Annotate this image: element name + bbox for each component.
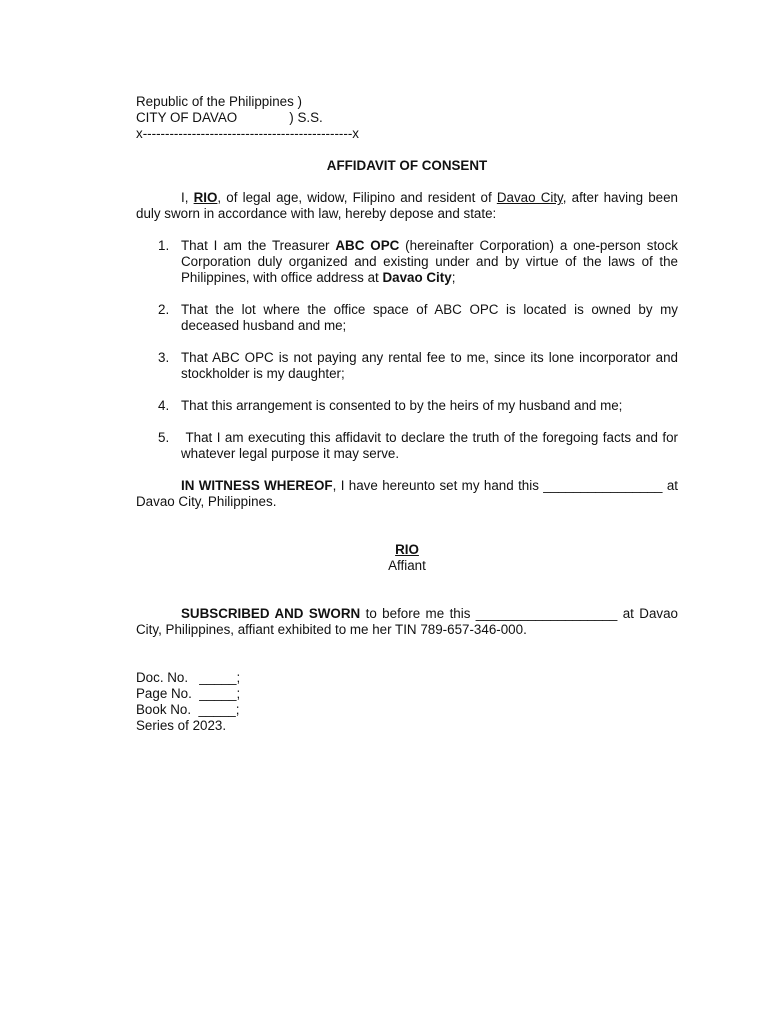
series-year: Series of 2023. — [136, 718, 227, 733]
venue-caption — [136, 94, 678, 142]
statement-text: That I am executing this affidavit to declare the truth of the foregoing facts and for whatever legal purpose it may serve. — [181, 430, 682, 461]
book-number: Book No. _____; — [136, 702, 240, 717]
statement-item — [136, 430, 682, 462]
intro-text-1: I, — [181, 190, 194, 205]
statement-item — [136, 398, 678, 414]
signature-role: Affiant — [388, 558, 426, 573]
jurat-text: to before me this ___________________ at Davao City, Philippines, affiant exhibited to me her TIN 789-657-346-000. — [136, 606, 678, 637]
witness-paragraph — [136, 478, 678, 510]
statement-item — [136, 238, 678, 286]
statement-number: 5. — [158, 430, 170, 445]
caption-city: CITY OF DAVAO ) S.S. — [136, 110, 323, 125]
statement-number: 1. — [158, 238, 170, 253]
caption-divider: x-----------------------------------------------x — [136, 126, 359, 141]
statement-number: 3. — [158, 350, 170, 365]
caption-republic: Republic of the Philippines ) — [136, 94, 302, 109]
statement-text: That this arrangement is consented to by the heirs of my husband and me; — [181, 398, 623, 413]
witness-heading: IN WITNESS WHEREOF — [181, 478, 333, 493]
intro-paragraph — [136, 190, 678, 222]
jurat-paragraph — [136, 606, 678, 638]
intro-text-2: , of legal age, widow, Filipino and resident of — [217, 190, 497, 205]
page-number: Page No. _____; — [136, 686, 241, 701]
witness-text: , I have hereunto set my hand this ________________ at Davao City, Philippines. — [136, 478, 678, 509]
document-title: AFFIDAVIT OF CONSENT — [326, 158, 488, 173]
statement-text: (hereinafter Corporation) a one-person stock Corporation duly organized and existing under and by virtue of the laws of the Philippines, with office address at — [181, 238, 678, 285]
statement-text: That the lot where the office space of ABC OPC is located is owned by my deceased husband and me; — [181, 302, 678, 333]
signature-name: RIO — [395, 542, 419, 557]
notarial-register — [136, 670, 678, 734]
statement-item — [136, 350, 678, 382]
signature-block — [136, 542, 678, 574]
residence-city: Davao City — [496, 190, 563, 205]
office-city: Davao City — [382, 270, 452, 285]
statement-number: 4. — [158, 398, 170, 413]
corporation-name: ABC OPC — [335, 238, 400, 253]
statements-list — [136, 238, 682, 462]
statement-number: 2. — [158, 302, 170, 317]
doc-number: Doc. No. _____; — [136, 670, 241, 685]
statement-text: That ABC OPC is not paying any rental fee to me, since its lone incorporator and stockholder is my daughter; — [181, 350, 678, 381]
statement-item — [136, 302, 678, 334]
intro-text-3: , after having been duly sworn in accordance with law, hereby depose and state: — [136, 190, 678, 221]
jurat-heading: SUBSCRIBED AND SWORN — [181, 606, 361, 621]
affidavit-document — [136, 94, 682, 734]
affiant-name: RIO — [193, 190, 218, 205]
statement-text: That I am the Treasurer — [181, 238, 336, 253]
statement-text: ; — [451, 270, 456, 285]
